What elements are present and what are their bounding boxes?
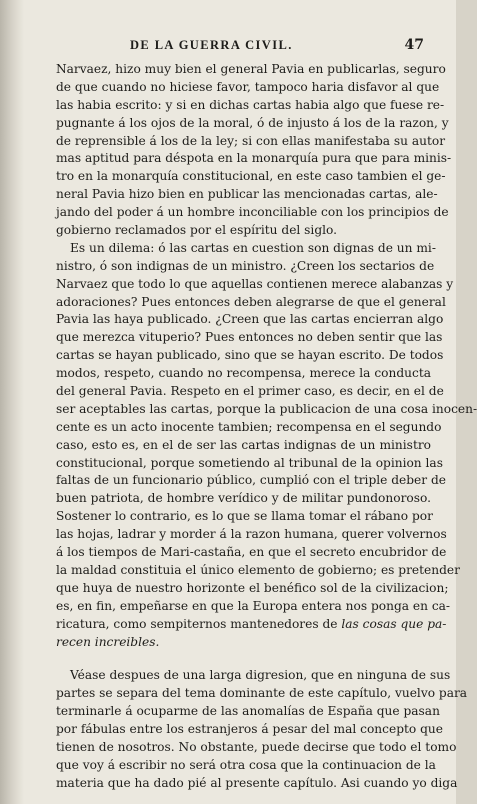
text-line: nistro, ó son indignas de un ministro. ¿Creen los sectarios de (56, 258, 435, 273)
text-line: que huya de nuestro horizonte el benéfico sol de la civilizacion; (56, 580, 449, 595)
text-line: Narvaez, hizo muy bien el general Pavia en publicarlas, seguro (56, 62, 446, 76)
text-line: neral Pavia hizo bien en publicar las mencionadas cartas, ale- (56, 187, 438, 202)
text-line: cente es un acto inocente tambien; recompensa en el segundo (56, 419, 442, 434)
text-line: de reprensible á los de la ley; si con ellas manifestaba su autor (56, 133, 446, 148)
text-line: adoraciones? Pues entonces deben alegrarse de que el general (56, 294, 446, 309)
text-line: las hojas, ladrar y morder á la razon humana, querer volvernos (56, 527, 447, 542)
text-line: materia que ha dado pié al presente capítulo. Asi cuando yo diga (56, 775, 458, 790)
text-line: terminarle á ocuparme de las anomalías de España que pasan (56, 704, 440, 719)
text-line: gobierno reclamados por el espíritu del siglo. (56, 223, 338, 238)
text-line: ser aceptables las cartas, porque la publicacion de una cosa inocen- (56, 401, 477, 416)
text-line: partes se separa del tema dominante de este capítulo, vuelvo para (56, 686, 468, 701)
text-line: que merezca vituperio? Pues entonces no deben sentir que las (56, 330, 443, 345)
text-line: Es un dilema: ó las cartas en cuestion son dignas de un mi- (70, 240, 436, 255)
text-line: jando del poder á un hombre inconciliable con los principios de (56, 205, 449, 220)
page-number: 47 (404, 37, 424, 53)
text-line: tro en la monarquía constitucional, en este caso tambien el ge- (56, 169, 446, 184)
text-line: caso, esto es, en el de ser las cartas indignas de un ministro (56, 437, 431, 452)
text-line: faltas de un funcionario público, cumplió con el triple deber de (56, 473, 446, 488)
binding-shadow (0, 0, 24, 804)
body-text (56, 61, 477, 793)
text-line: que voy á escribir no será otra cosa que la continuacion de la (56, 757, 436, 772)
text-line-mixed (56, 616, 447, 634)
text-line: de que cuando no hiciese favor, tampoco haria disfavor al que (56, 79, 440, 94)
text-line: pugnante á los ojos de la moral, ó de injusto á los de la razon, y (56, 115, 449, 130)
text-line: cartas se hayan publicado, sino que se hayan escrito. De todos (56, 348, 444, 363)
text-line: la maldad constituia el único elemento de gobierno; es pretender (56, 562, 460, 577)
text-line: modos, respeto, cuando no recompensa, merece la conducta (56, 366, 431, 381)
text-line: tienen de nosotros. No obstante, puede decirse que todo el tomo (56, 739, 457, 754)
text-line: á los tiempos de Mari-castaña, en que el secreto encubridor de (56, 545, 447, 560)
text-line: recen increibles. (56, 634, 160, 649)
text-line: constitucional, porque sometiendo al tribunal de la opinion las (56, 455, 443, 470)
running-head: DE LA GUERRA CIVIL. (130, 38, 293, 52)
text-line: Narvaez que todo lo que aquellas contienen merece alabanzas y (56, 276, 454, 291)
italic-segment: las cosas que pa- (341, 616, 447, 631)
text-line: Sostener lo contrario, es lo que se llama tomar el rábano por (56, 509, 433, 524)
text-line: Véase despues de una larga digresion, que en ninguna de sus (70, 668, 451, 683)
text-line: es, en fin, empeñarse en que la Europa entera nos ponga en ca- (56, 598, 451, 613)
text-line: buen patriota, de hombre verídico y de militar pundonoroso. (56, 491, 431, 506)
page-header (50, 38, 432, 60)
text-line: las habia escrito: y si en dichas cartas habia algo que fuese re- (56, 97, 445, 112)
text-line: del general Pavia. Respeto en el primer caso, es decir, en el de (56, 384, 444, 399)
text-line: por fábulas entre los estranjeros á pesar del mal concepto que (56, 722, 443, 737)
text-line: mas aptitud para déspota en la monarquía pura que para minis- (56, 151, 452, 166)
paragraph-gap (56, 651, 431, 667)
text-segment: ricatura, como sempiternos mantenedores de (56, 616, 342, 631)
text-line: Pavia las haya publicado. ¿Creen que las cartas encierran algo (56, 312, 444, 327)
